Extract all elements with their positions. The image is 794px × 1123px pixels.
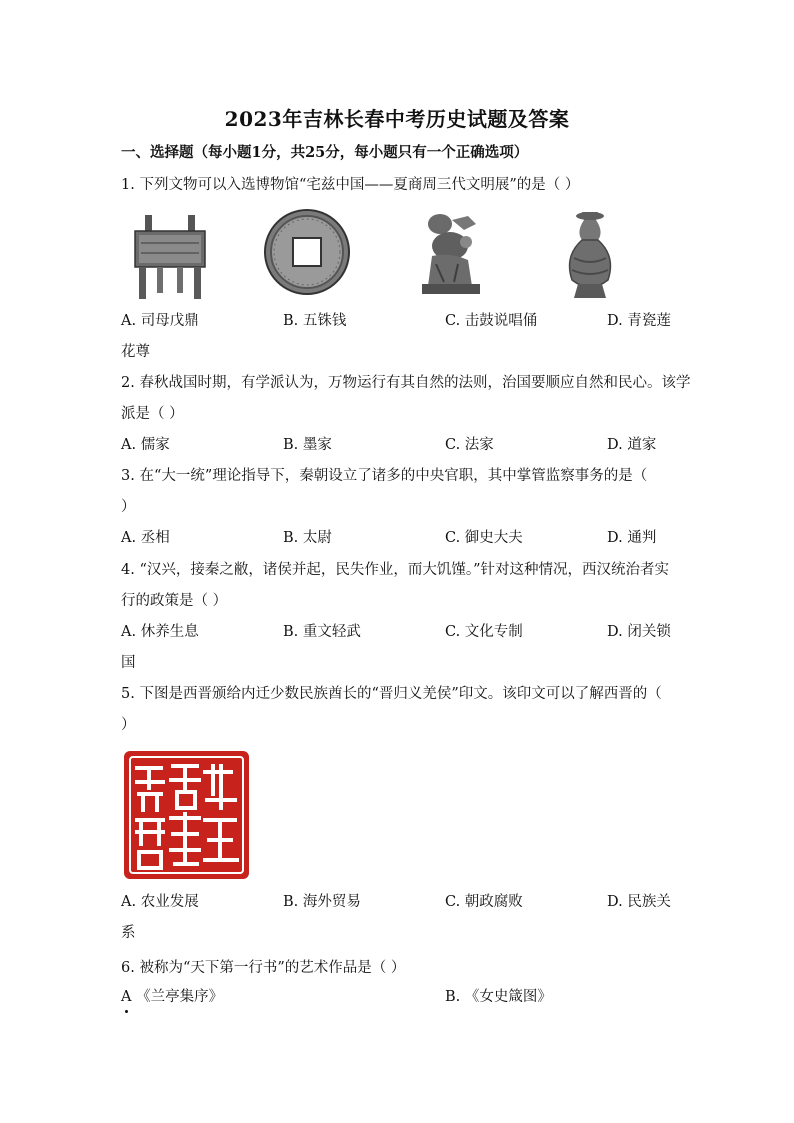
q5-option-d: D. 民族关 xyxy=(607,894,671,910)
q1-option-d: D. 青瓷莲 xyxy=(607,313,671,329)
figurine-icon xyxy=(418,212,484,298)
q4-option-d: D. 闭关锁 xyxy=(607,624,671,640)
question-5-stem-line2: ） xyxy=(121,717,136,733)
q5-option-c: C. 朝政腐败 xyxy=(445,894,523,910)
question-4-stem-line1: 4. “汉兴，接秦之敝，诸侯并起，民失作业，而大饥馑。”针对这种情况，西汉统治者实 xyxy=(121,562,670,578)
q1-option-d-continued: 花尊 xyxy=(121,344,150,360)
q4-option-a: A. 休养生息 xyxy=(121,624,199,640)
q2-option-d: D. 道家 xyxy=(607,437,657,453)
q5-option-b: B. 海外贸易 xyxy=(283,894,361,910)
question-4-stem-line2: 行的政策是（ ） xyxy=(121,593,228,609)
question-5-stem-line1: 5. 下图是西晋颁给内迁少数民族酋长的“晋归义羌侯”印文。该印文可以了解西晋的（ xyxy=(121,686,662,702)
q4-option-b: B. 重文轻武 xyxy=(283,624,361,640)
q4-option-c: C. 文化专制 xyxy=(445,624,523,640)
stray-dot xyxy=(125,1010,128,1013)
q6-option-b: B. 《女史箴图》 xyxy=(445,989,552,1005)
q5-option-d-continued: 系 xyxy=(121,925,136,941)
q1-option-c: C. 击鼓说唱俑 xyxy=(445,313,538,329)
coin-icon xyxy=(263,208,351,296)
q2-option-b: B. 墨家 xyxy=(283,437,332,453)
vase-icon xyxy=(560,208,620,300)
seal-stamp-icon xyxy=(121,748,252,882)
question-2-stem-line1: 2. 春秋战国时期，有学派认为，万物运行有其自然的法则，治国要顺应自然和民心。该学 xyxy=(121,375,691,391)
q5-option-a: A. 农业发展 xyxy=(121,894,199,910)
bronze-ding-icon xyxy=(131,213,209,301)
section-heading: 一、选择题（每小题1分，共25分，每小题只有一个正确选项） xyxy=(121,144,529,161)
question-6-stem: 6. 被称为“天下第一行书”的艺术作品是（ ） xyxy=(121,960,406,976)
q3-option-b: B. 太尉 xyxy=(283,530,332,546)
question-3-stem-line1: 3. 在“大一统”理论指导下，秦朝设立了诸多的中央官职，其中掌管监察事务的是（ xyxy=(121,468,648,484)
question-1-stem: 1. 下列文物可以入选博物馆“宅兹中国——夏商周三代文明展”的是（ ） xyxy=(121,177,580,193)
q3-option-c: C. 御史大夫 xyxy=(445,530,523,546)
page-title: 2023年吉林长春中考历史试题及答案 xyxy=(224,107,570,131)
q2-option-c: C. 法家 xyxy=(445,437,494,453)
q1-option-a: A. 司母戊鼎 xyxy=(121,313,199,329)
q3-option-d: D. 通判 xyxy=(607,530,657,546)
q4-option-d-continued: 国 xyxy=(121,655,136,671)
q1-option-b: B. 五铢钱 xyxy=(283,313,347,329)
q6-option-a: A 《兰亭集序》 xyxy=(121,989,224,1005)
q3-option-a: A. 丞相 xyxy=(121,530,170,546)
q2-option-a: A. 儒家 xyxy=(121,437,170,453)
question-2-stem-line2: 派是（ ） xyxy=(121,406,184,422)
question-3-stem-line2: ） xyxy=(121,499,136,515)
